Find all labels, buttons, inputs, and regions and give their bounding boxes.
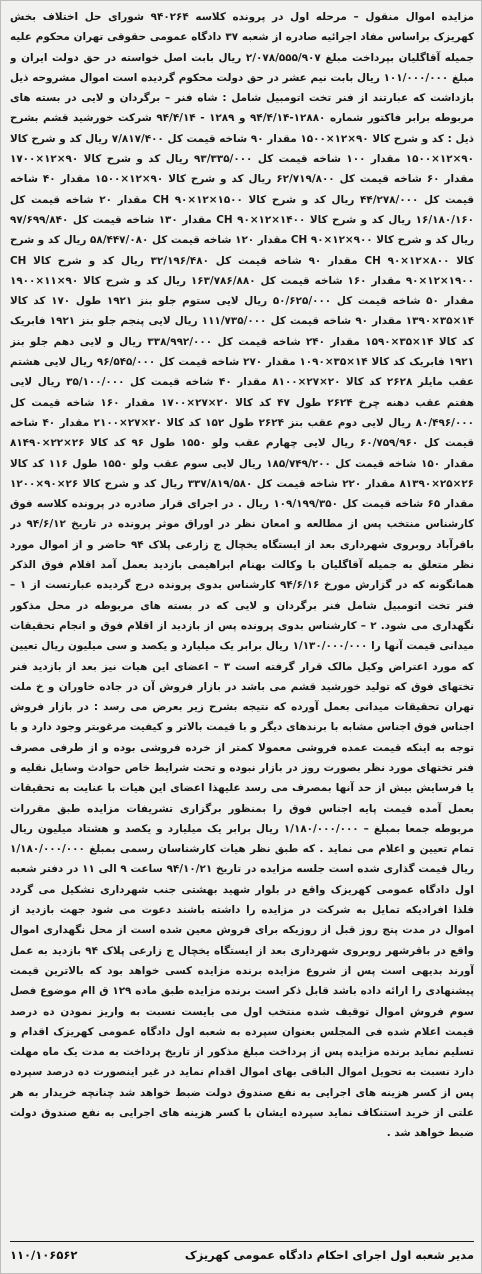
notice-paragraph: مزایده اموال منقول – مرحله اول در پرونده کلاسه ۹۴۰۲۶۴ شورای حل اختلاف بخش کهریزک براساس مفاد اجرائیه صادره از شعبه ۳۷ دادگاه عمومی حقوقی تهران محکوم علیه جمیله آقاگلیان بپرداخت مبلغ ۲/۰۷۸/۵۵۵/۹۰۷ ریال بابت اصل خواسته در حق دولت ایران و مبلغ ۱۰۱/۰۰۰/۰۰۰ ریال بابت نیم عشر در حق دولت محکوم گردیده است اموال مشروحه ذیل بازداشت که عبارتند از فنر تخت اتومبیل شامل : شاه فنر – برگردان و لایی در بسته های مربوطه برابر فاکتور شماره ۱۲۸۸۰-۹۴/۴/۱۴ و ۱۲۸۹ - ۹۴/۴/۱۴ شرکت خورشید قشم بشرح ذیل : کد و شرح کالا ۹۰×۱۲×۱۵۰۰ مقدار ۹۰ شاخه قیمت کل ۷/۸۱۷/۴۰۰ ریال کد و شرح کالا ۹۰×۱۲×۱۵۰۰ مقدار ۱۰۰ شاخه قیمت کل ۹۳/۳۳۵/۰۰۰ ریال کد و شرح کالا ۹۰×۱۲×۱۷۰۰ مقدار ۶۰ شاخه قیمت کل ۶۲/۷۱۹/۸۰۰ ریال کد و شرح کالا ۹۰×۱۲×۱۵۰۰ مقدار ۴۰ شاخه قیمت کل ۴۴/۲۷۸/۰۰۰ ریال کد و شرح کالا CH ۹۰×۱۲×۱۵۰۰ مقدار ۲۰ شاخه قیمت کل ۱۶/۱۸۰/۱۶۰ ریال کد و شرح کالا CH ۹۰×۱۲×۱۴۰۰ مقدار ۱۳۰ شاخه قیمت کل ۹۷/۶۹۹/۸۴۰ ریال کد و شرح کالا CH ۹۰×۱۲×۹۰۰ مقدار ۱۲۰ شاخه قیمت کل ۵۸/۴۴۷/۰۸۰ ریال کد و شرح کالا CH ۹۰×۱۲×۸۰۰ مقدار ۹۰ شاخه قیمت کل ۳۲/۱۹۶/۴۸۰ ریال کد و شرح کالا CH ۹۰×۱۲×۱۹۰۰ مقدار ۱۶۰ شاخه قیمت کل ۱۶۳/۷۸۶/۸۸۰ ریال کد و شرح کالا ۹۰×۱۱×۱۹۰۰ مقدار ۵۰ شاخه قیمت کل ۵۰/۶۲۵/۰۰۰ ریال لایی ستوم جلو بنز ۱۹۲۱ طول ۱۷۰ کد کالا ۱۴×۳۵×۱۳۹۰ مقدار ۹۰ شاخه قیمت کل ۱۱۱/۷۳۵/۰۰۰ ریال لایی پنجم جلو بنز ۱۹۲۱ فابریک کد کالا ۱۴×۳۵×۱۵۹۰ مقدار ۲۴۰ شاخه قیمت کل ۳۳۸/۹۹۲/۰۰۰ ریال و لایی دهم جلو بنز ۱۹۲۱ فابریک کد کالا ۱۴×۳۵×۱۰۹۰ مقدار ۲۷۰ شاخه قیمت کل ۹۶/۵۴۵/۰۰۰ ریال لایی هشتم عقب مایلر ۲۶۲۸ کد کالا ۲۰×۲۷×۸۱۰۰ مقدار ۴۰ شاخه قیمت کل ۳۵/۱۰۰/۰۰۰ ریال لایی هفتم عقب دهنه چرخ ۲۶۲۴ طول ۴۷ کد کالا ۲۰×۲۷×۱۷۰۰ مقدار ۱۶۰ شاخه قیمت کل ۸۰/۴۹۶/۰۰۰ ریال لایی دوم عقب بنز ۲۶۲۴ طول ۱۵۲ کد کالا ۲۰×۲۷×۲۱۰۰ مقدار ۴۰ شاخه قیمت کل ۶۰/۷۵۹/۹۶۰ ریال لایی چهارم عقب ولو ۱۵۵۰ طول ۹۶ کد کالا ۲۶×۲۲×۸۱۴۹۰ مقدار ۱۵۰ شاخه قیمت کل ۱۸۵/۷۴۹/۲۰۰ ریال لایی سوم عقب ولو ۱۵۵۰ طول ۱۱۶ کد کالا ۲۶×۲۵×۸۱۳۹۰ مقدار ۲۲۰ شاخه قیمت کل ۳۳۷/۸۱۹/۵۸۰ ریال کد و شرح کالا ۲۶×۹۰×۱۲۰۰ مقدار ۶۵ شاخه قیمت کل ۱۰۹/۱۹۹/۳۵۰ ریال . در اجرای قرار صادره در پرونده کلاسه فوق کارشناس منتخب پس از مطالعه و امعان نظر در اوراق موثر پرونده در تاریخ ۹۴/۶/۱۲ در باقرآباد روبروی شهرداری بعد از ایستگاه یخچال ج زارعی پلاک ۹۴ حاضر و از اموال مورد نظر متعلق به جمیله آقاگلیان با وکالت بهنام ابراهیمی بازدید بعمل آمد اقلام فوق الذکر همانگونه که در گزارش مورخ ۹۴/۶/۱۶ کارشناس بدوی پرونده درج گردیده عبارتست از ۱ – فنر تخت اتومبیل شامل فنر برگردان و لایی که در بسته های مربوطه در محل مذکور نگهداری می شود. ۲ – کارشناس بدوی پرونده پس از بازدید از اقلام فوق و انجام تحقیقات میدانی قیمت آنها را ۱/۱۳۰/۰۰۰/۰۰۰ ریال برابر یک میلیارد و یکصد و سی میلیون ریال تعیین که مورد اعتراض وکیل مالک قرار گرفته است ۳ – اعضای این هیات نیز بعد از بازدید فنر تختهای فوق که تولید خورشید قشم می باشد در بازار فروش آن در جاده خاوران و خ ملت تهران تحقیقات میدانی بعمل آورده که نتیجه بشرح زیر بعرض می رسد : در بازار فروش اجناس فوق اجناس مشابه با برندهای دیگر و با قیمت بالاتر و کیفیت مرغوبتر وجود دارد و با توجه به اینکه قیمت عمده فروشی معمولا کمتر از خرده فروشی بوده و از طرفی مصرف فنر تختهای مورد نظر بصورت روز در بازار نبوده و تحت شرایط خاص حوادث وسایل نقلیه و یا فرسایش بیش از حد آنها بمصرف می رسد علیهذا اعضای این هیات با عنایت به تحقیقات بعمل آمده قیمت پایه اجناس فوق را بمنظور برگزاری تشریفات مزایده طبق مقررات مربوطه جمعا بمبلغ – ۱/۱۸۰/۰۰۰/۰۰۰ ریال برابر یک میلیارد و یکصد و هشتاد میلیون ریال تمام تعیین و اعلام می نماید . که طبق نظر هیات کارشناسان رسمی بمبلغ ۱/۱۸۰/۰۰۰/۰۰۰ ریال قیمت گذاری شده است جلسه مزایده در تاریخ ۹۴/۱۰/۲۱ ساعت ۹ الی ۱۱ در دفتر شعبه اول دادگاه عمومی کهریزک واقع در بلوار شهید بهشتی جنب شهرداری تشکیل می گردد فلذا افرادیکه تمایل به شرکت در مزایده را داشته باشند دعوت می شود جهت بازدید از اموال در مدت پنج روز قبل از روزیکه برای فروش معین شده است از محل نگهداری اموال واقع در باقرشهر روبروی شهرداری بعد از ایستگاه یخچال ج زارعی پلاک ۹۴ بازدید به عمل آورند بدیهی است پس از شروع مزایده برنده مزایده کسی خواهد بود که بالاترین قیمت پیشنهادی را ارائه داده باشد قابل ذکر است برنده مزایده طبق ماده ۱۲۹ ق اام موضوع فصل سوم فروش اموال توقیف شده منتخب اول می بایست نسبت به واریز نمودن ده درصد قیمت اعلام شده فی المجلس بعنوان سپرده به شعبه اول دادگاه عمومی کهریزک اقدام و تسلیم نماید برنده مزایده پس از پرداخت مبلغ مذکور از تاریخ پرداخت به مدت یک ماه مهلت دارد نسبت به تحویل اموال الباقی بهای اموال اقدام نماید در غیر اینصورت ده درصد سپرده پس از کسر هزینه های اجرایی به نفع صندوق دولت ضبط خواهد شد چنانچه خریدار به هر علتی از خرید استنکاف نماید سپرده ایشان با کسر هزینه های اجرایی به نفع صندوق دولت ضبط خواهد شد .: [10, 11, 474, 1140]
auction-notice-text: [10, 7, 474, 1237]
notice-footer: [10, 1241, 474, 1265]
signature-line: مدیر شعبه اول اجرای احکام دادگاه عمومی کهریزک: [184, 1248, 474, 1262]
notice-code: ۱۱۰/۱۰۶۵۶۲: [10, 1248, 78, 1262]
